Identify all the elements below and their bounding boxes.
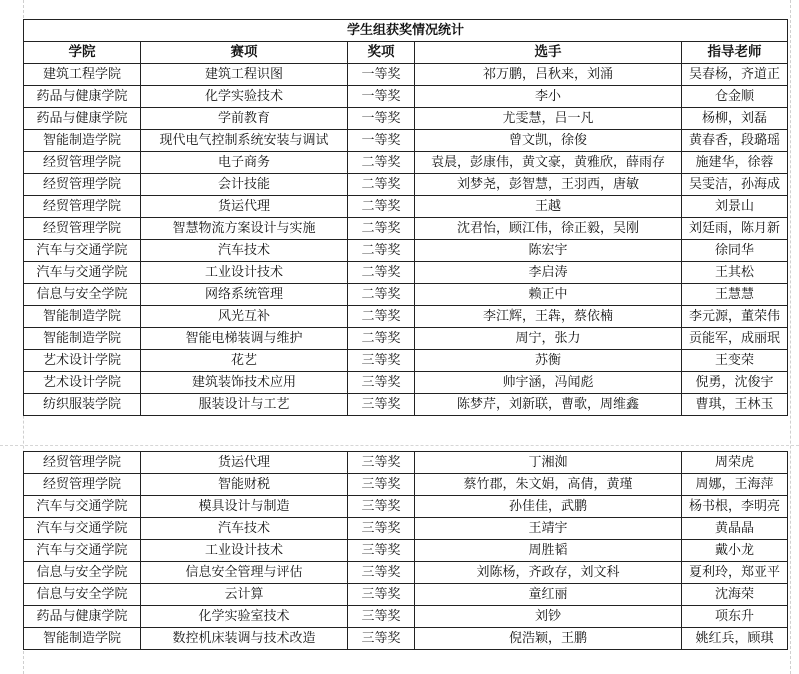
cell-award: 三等奖 <box>348 628 415 650</box>
table-row <box>24 540 788 562</box>
header-contestants: 选手 <box>415 42 682 64</box>
cell-advisors: 倪勇，沈俊宇 <box>682 372 788 394</box>
awards-table-part1 <box>23 19 788 416</box>
cell-event: 现代电气控制系统安装与调试 <box>141 130 348 152</box>
cell-college: 信息与安全学院 <box>24 584 141 606</box>
cell-college: 药品与健康学院 <box>24 606 141 628</box>
table-header-row <box>24 42 788 64</box>
cell-college: 经贸管理学院 <box>24 152 141 174</box>
header-college: 学院 <box>24 42 141 64</box>
table-row <box>24 262 788 284</box>
table-row <box>24 606 788 628</box>
cell-award: 三等奖 <box>348 540 415 562</box>
cell-contestants: 倪浩颖，王鹏 <box>415 628 682 650</box>
cell-event: 网络系统管理 <box>141 284 348 306</box>
cell-event: 数控机床装调与技术改造 <box>141 628 348 650</box>
cell-contestants: 袁晨，彭康伟，黄文豪，黄雅欣，薛雨存 <box>415 152 682 174</box>
cell-event: 云计算 <box>141 584 348 606</box>
cell-award: 二等奖 <box>348 174 415 196</box>
cell-event: 汽车技术 <box>141 240 348 262</box>
cell-event: 智能财税 <box>141 474 348 496</box>
cell-advisors: 杨柳，刘磊 <box>682 108 788 130</box>
cell-advisors: 沈海荣 <box>682 584 788 606</box>
cell-event: 工业设计技术 <box>141 540 348 562</box>
table-row <box>24 196 788 218</box>
awards-table-part2 <box>23 451 788 650</box>
table-row <box>24 372 788 394</box>
cell-advisors: 曹琪，王林玉 <box>682 394 788 416</box>
cell-contestants: 曾文凯，徐俊 <box>415 130 682 152</box>
cell-event: 汽车技术 <box>141 518 348 540</box>
cell-advisors: 黄晶晶 <box>682 518 788 540</box>
cell-advisors: 徐同华 <box>682 240 788 262</box>
cell-contestants: 陈梦芹，刘新联，曹歌，周维鑫 <box>415 394 682 416</box>
cell-award: 三等奖 <box>348 452 415 474</box>
table-row <box>24 474 788 496</box>
cell-contestants: 陈宏宇 <box>415 240 682 262</box>
cell-advisors: 贡能军，成丽珉 <box>682 328 788 350</box>
cell-award: 二等奖 <box>348 218 415 240</box>
cell-college: 汽车与交通学院 <box>24 262 141 284</box>
cell-college: 信息与安全学院 <box>24 284 141 306</box>
table-row <box>24 64 788 86</box>
cell-college: 纺织服装学院 <box>24 394 141 416</box>
table-row <box>24 518 788 540</box>
cell-college: 经贸管理学院 <box>24 174 141 196</box>
header-advisors: 指导老师 <box>682 42 788 64</box>
cell-award: 二等奖 <box>348 284 415 306</box>
cell-contestants: 赖正中 <box>415 284 682 306</box>
cell-advisors: 吴春杨，齐道正 <box>682 64 788 86</box>
cell-award: 三等奖 <box>348 372 415 394</box>
cell-event: 工业设计技术 <box>141 262 348 284</box>
cell-contestants: 童红丽 <box>415 584 682 606</box>
cell-contestants: 孙佳佳，武鹏 <box>415 496 682 518</box>
cell-college: 经贸管理学院 <box>24 452 141 474</box>
cell-event: 建筑工程识图 <box>141 64 348 86</box>
cell-college: 信息与安全学院 <box>24 562 141 584</box>
cell-event: 会计技能 <box>141 174 348 196</box>
cell-award: 二等奖 <box>348 328 415 350</box>
cell-advisors: 李元源，董荣伟 <box>682 306 788 328</box>
cell-award: 二等奖 <box>348 240 415 262</box>
table-row <box>24 328 788 350</box>
cell-college: 智能制造学院 <box>24 628 141 650</box>
cell-award: 三等奖 <box>348 606 415 628</box>
table-row <box>24 306 788 328</box>
cell-award: 一等奖 <box>348 86 415 108</box>
cell-advisors: 仓金顺 <box>682 86 788 108</box>
cell-award: 三等奖 <box>348 518 415 540</box>
cell-contestants: 帅宇涵，冯闻彪 <box>415 372 682 394</box>
cell-advisors: 杨书根，李明亮 <box>682 496 788 518</box>
grid-guide <box>0 445 799 446</box>
table-row <box>24 628 788 650</box>
cell-college: 药品与健康学院 <box>24 86 141 108</box>
cell-advisors: 黄春香，段璐瑶 <box>682 130 788 152</box>
cell-contestants: 王越 <box>415 196 682 218</box>
cell-contestants: 刘钞 <box>415 606 682 628</box>
cell-event: 学前教育 <box>141 108 348 130</box>
cell-college: 汽车与交通学院 <box>24 240 141 262</box>
cell-advisors: 戴小龙 <box>682 540 788 562</box>
cell-contestants: 周宁，张力 <box>415 328 682 350</box>
cell-advisors: 王变荣 <box>682 350 788 372</box>
cell-award: 三等奖 <box>348 584 415 606</box>
header-award: 奖项 <box>348 42 415 64</box>
cell-contestants: 丁湘洳 <box>415 452 682 474</box>
cell-event: 化学实验室技术 <box>141 606 348 628</box>
cell-contestants: 苏衡 <box>415 350 682 372</box>
table-row <box>24 284 788 306</box>
cell-college: 经贸管理学院 <box>24 218 141 240</box>
table-row <box>24 394 788 416</box>
cell-award: 三等奖 <box>348 394 415 416</box>
cell-award: 三等奖 <box>348 496 415 518</box>
cell-advisors: 项东升 <box>682 606 788 628</box>
table-row <box>24 496 788 518</box>
cell-event: 货运代理 <box>141 196 348 218</box>
cell-award: 一等奖 <box>348 64 415 86</box>
cell-contestants: 李启涛 <box>415 262 682 284</box>
cell-award: 二等奖 <box>348 306 415 328</box>
cell-award: 三等奖 <box>348 562 415 584</box>
cell-college: 智能制造学院 <box>24 130 141 152</box>
table-row <box>24 218 788 240</box>
cell-contestants: 沈君怡，顾江伟，徐正毅，吴刚 <box>415 218 682 240</box>
table-row <box>24 452 788 474</box>
cell-award: 二等奖 <box>348 152 415 174</box>
cell-event: 货运代理 <box>141 452 348 474</box>
cell-college: 药品与健康学院 <box>24 108 141 130</box>
cell-award: 三等奖 <box>348 350 415 372</box>
table-row <box>24 152 788 174</box>
cell-event: 建筑装饰技术应用 <box>141 372 348 394</box>
cell-event: 服装设计与工艺 <box>141 394 348 416</box>
cell-event: 化学实验技术 <box>141 86 348 108</box>
cell-advisors: 吴雯洁，孙海成 <box>682 174 788 196</box>
cell-advisors: 刘廷雨，陈月新 <box>682 218 788 240</box>
cell-award: 一等奖 <box>348 108 415 130</box>
table-title: 学生组获奖情况统计 <box>24 20 788 42</box>
cell-contestants: 蔡竹郡，朱文娟，高倩，黄瑾 <box>415 474 682 496</box>
table-row <box>24 562 788 584</box>
cell-contestants: 李江辉，王犇，蔡依楠 <box>415 306 682 328</box>
cell-college: 经贸管理学院 <box>24 474 141 496</box>
cell-event: 智慧物流方案设计与实施 <box>141 218 348 240</box>
cell-college: 汽车与交通学院 <box>24 518 141 540</box>
cell-contestants: 刘梦尧，彭智慧，王羽西，唐敏 <box>415 174 682 196</box>
cell-award: 三等奖 <box>348 474 415 496</box>
cell-advisors: 周荣虎 <box>682 452 788 474</box>
cell-contestants: 李小 <box>415 86 682 108</box>
cell-advisors: 施建华，徐蓉 <box>682 152 788 174</box>
cell-award: 二等奖 <box>348 196 415 218</box>
cell-advisors: 刘景山 <box>682 196 788 218</box>
cell-award: 一等奖 <box>348 130 415 152</box>
cell-advisors: 夏利玲，郑亚平 <box>682 562 788 584</box>
table-row <box>24 174 788 196</box>
grid-guide <box>790 0 791 674</box>
cell-college: 汽车与交通学院 <box>24 540 141 562</box>
table-row <box>24 86 788 108</box>
cell-event: 智能电梯装调与维护 <box>141 328 348 350</box>
cell-college: 汽车与交通学院 <box>24 496 141 518</box>
table-title-row <box>24 20 788 42</box>
table-row <box>24 350 788 372</box>
table-row <box>24 584 788 606</box>
cell-event: 模具设计与制造 <box>141 496 348 518</box>
cell-college: 智能制造学院 <box>24 306 141 328</box>
cell-advisors: 王其松 <box>682 262 788 284</box>
cell-college: 艺术设计学院 <box>24 372 141 394</box>
cell-advisors: 姚红兵，顾琪 <box>682 628 788 650</box>
cell-event: 电子商务 <box>141 152 348 174</box>
cell-advisors: 周娜，王海萍 <box>682 474 788 496</box>
table-row <box>24 130 788 152</box>
cell-contestants: 周胜韬 <box>415 540 682 562</box>
cell-event: 信息安全管理与评估 <box>141 562 348 584</box>
cell-college: 建筑工程学院 <box>24 64 141 86</box>
cell-college: 艺术设计学院 <box>24 350 141 372</box>
cell-college: 经贸管理学院 <box>24 196 141 218</box>
header-event: 赛项 <box>141 42 348 64</box>
cell-contestants: 王靖宇 <box>415 518 682 540</box>
cell-event: 风光互补 <box>141 306 348 328</box>
cell-college: 智能制造学院 <box>24 328 141 350</box>
table-row <box>24 108 788 130</box>
cell-contestants: 祁万鹏，吕秋来，刘涌 <box>415 64 682 86</box>
cell-contestants: 尤雯慧，吕一凡 <box>415 108 682 130</box>
cell-award: 二等奖 <box>348 262 415 284</box>
table-row <box>24 240 788 262</box>
cell-advisors: 王慧慧 <box>682 284 788 306</box>
cell-contestants: 刘陈杨，齐政存，刘文科 <box>415 562 682 584</box>
cell-event: 花艺 <box>141 350 348 372</box>
